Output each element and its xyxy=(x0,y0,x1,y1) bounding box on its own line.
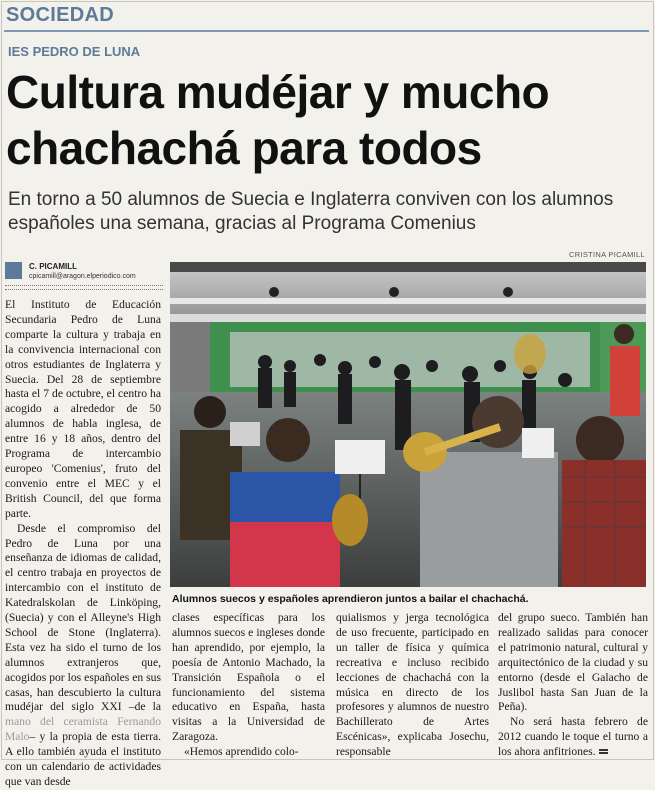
paragraph: clases específicas para los alumnos suecos e ingleses donde han aprendido, por ejemplo, la poesía de Antonio Machado, la Transición Española o el funcionamiento del sistema educativo en España, hasta visitas a la Universidad de Zaragoza. xyxy=(172,611,325,744)
byline-name: C. PICAMILL xyxy=(29,262,77,271)
paragraph: El Instituto de Educación Secundaria Pedro de Luna comparte la cultura y trabaja en la convivencia internacional con otros estudiantes de Inglaterra y Suecia. Del 28 de septiembre hasta el 7 de octubre, el centro ha acogido a alrededor de 50 alumnos de habla inglesa, de entre 16 y 18 años, dentro del Programa de intercambio europeo 'Comenius', fruto del convenio entre el MEC y el British Council, del que forma parte. xyxy=(5,298,161,520)
author-icon xyxy=(5,262,22,279)
subheadline: En torno a 50 alumnos de Suecia e Inglaterra conviven con los alumnos españoles una semana, gracias al Programa Comenius xyxy=(8,189,614,234)
byline-divider xyxy=(5,289,163,290)
byline-divider xyxy=(5,285,163,286)
end-of-article-icon xyxy=(599,749,608,756)
section-label: SOCIEDAD xyxy=(6,4,114,26)
text-run-faded: mano del ceramista Fernando Malo xyxy=(5,715,161,744)
photo-caption: Alumnos suecos y españoles aprendieron juntos a bailar el chachachá. xyxy=(172,593,529,605)
kicker: IES PEDRO DE LUNA xyxy=(8,44,141,59)
photo-credit: CRISTINA PICAMILL xyxy=(569,250,645,259)
text-run: – y la propia de esta tierra. A ello también ayuda el instituto con un calendario de actividades que van desde xyxy=(5,730,161,788)
article-column-2 xyxy=(172,611,325,760)
text-run: Desde el compromiso del Pedro de Luna por una enseñanza de idiomas de calidad, el centro trabaja en proyectos de intercambio con el instituto de Katedralskolan de Linköping, (Suecia) y con el Alleyne's High School de Stone (Inglaterra). Esta vez ha sido el turno de los alumnos extranjeros que, acogidos por los españoles en sus casas, han descubierto la cultura mudéjar del siglo XXI –de la xyxy=(5,521,161,714)
text-run: No será hasta febrero de 2012 cuando le toque el turno a los ahora anfitriones. xyxy=(498,715,648,759)
article-photo xyxy=(170,262,646,587)
article-column-1 xyxy=(5,298,161,790)
paragraph: quialismos y jerga tecnológica de uso frecuente, participado en un taller de física y química recreativa e incluso recibido lecciones de chachachá con la música en directo de los profesores y alumnos de nuestro Bachillerato de Artes Escénicas», explicaba Josechu, responsable xyxy=(336,611,489,759)
classroom-photo-illustration xyxy=(170,262,646,587)
paragraph: del grupo sueco. También han realizado salidas para conocer el patrimonio natural, cultural y arquitectónico de la ciudad y su entorno (desde el Galacho de Juslibol hasta San Juan de la Peña). xyxy=(498,611,648,714)
paragraph: «Hemos aprendido colo- xyxy=(184,745,299,759)
byline-email: cpicamill@aragon.elperiodico.com xyxy=(29,273,136,280)
headline: Cultura mudéjar y mucho chachachá para todos xyxy=(6,66,550,174)
article-column-4 xyxy=(498,611,648,760)
section-divider xyxy=(4,30,649,32)
paragraph xyxy=(498,715,648,760)
paragraph xyxy=(5,522,161,790)
article-column-3 xyxy=(336,611,489,760)
